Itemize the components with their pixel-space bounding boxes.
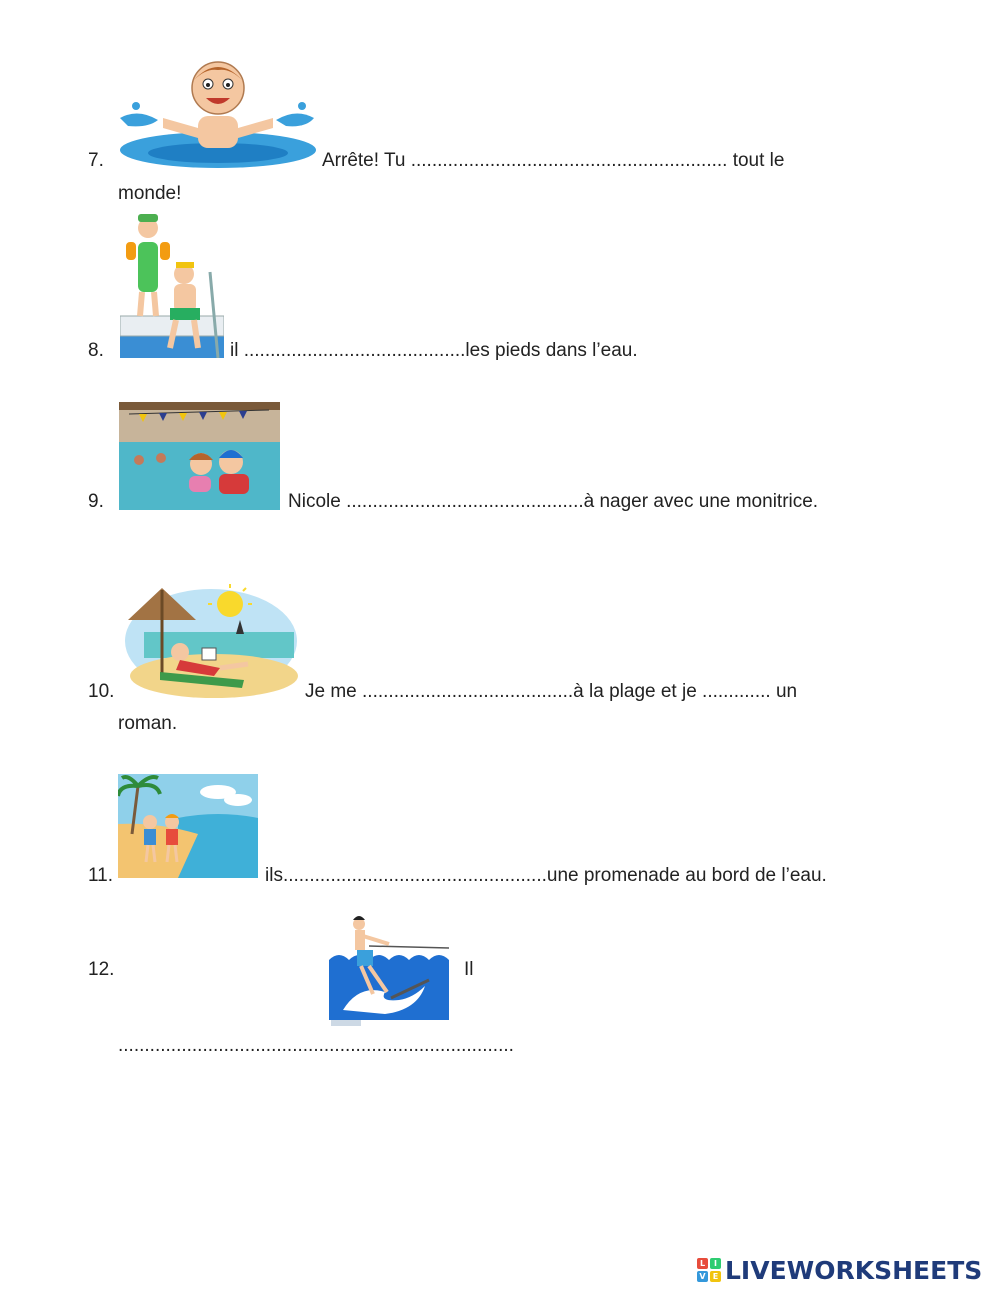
liveworksheets-logo: [697, 1254, 982, 1286]
item-8-number: 8.: [88, 340, 104, 361]
item-7-sentence: Arrête! Tu ............................................................ tout le: [322, 150, 785, 171]
water-skier-image: [329, 914, 449, 1028]
item-10-sentence: Je me ........................................à la plage et je ............. un: [305, 681, 798, 702]
item-10-sentence-continued: roman.: [118, 713, 178, 734]
item-9-number: 9.: [88, 491, 104, 512]
item-11-sentence: ils..................................................une promenade au bord de l’eau.: [265, 865, 827, 886]
item-9-sentence: Nicole .............................................à nager avec une monitrice.: [288, 491, 819, 512]
item-11-number: 11.: [88, 865, 114, 886]
logo-letter-e: E: [710, 1271, 721, 1282]
beach-walk-image: [118, 774, 258, 878]
logo-letter-v: V: [697, 1271, 708, 1282]
boy-splashing-image: [118, 58, 316, 168]
item-8-sentence: il ..........................................les pieds dans l’eau.: [230, 340, 638, 361]
item-7-sentence-continued: monde!: [118, 183, 182, 204]
logo-letter-i: I: [710, 1258, 721, 1269]
logo-letter-l: L: [697, 1258, 708, 1269]
liveworksheets-logo-mark: [697, 1258, 721, 1282]
item-12-number: 12.: [88, 959, 115, 980]
beach-reading-image: [124, 584, 298, 698]
item-12-sentence: Il: [464, 959, 474, 980]
swimming-lesson-image: [119, 402, 280, 510]
pool-ladder-image: [120, 212, 224, 358]
item-7-number: 7.: [88, 150, 104, 171]
liveworksheets-logo-text: LIVEWORKSHEETS: [725, 1255, 983, 1285]
item-12-answer-line: ...........................................................................: [118, 1035, 514, 1056]
item-10-number: 10.: [88, 681, 115, 702]
